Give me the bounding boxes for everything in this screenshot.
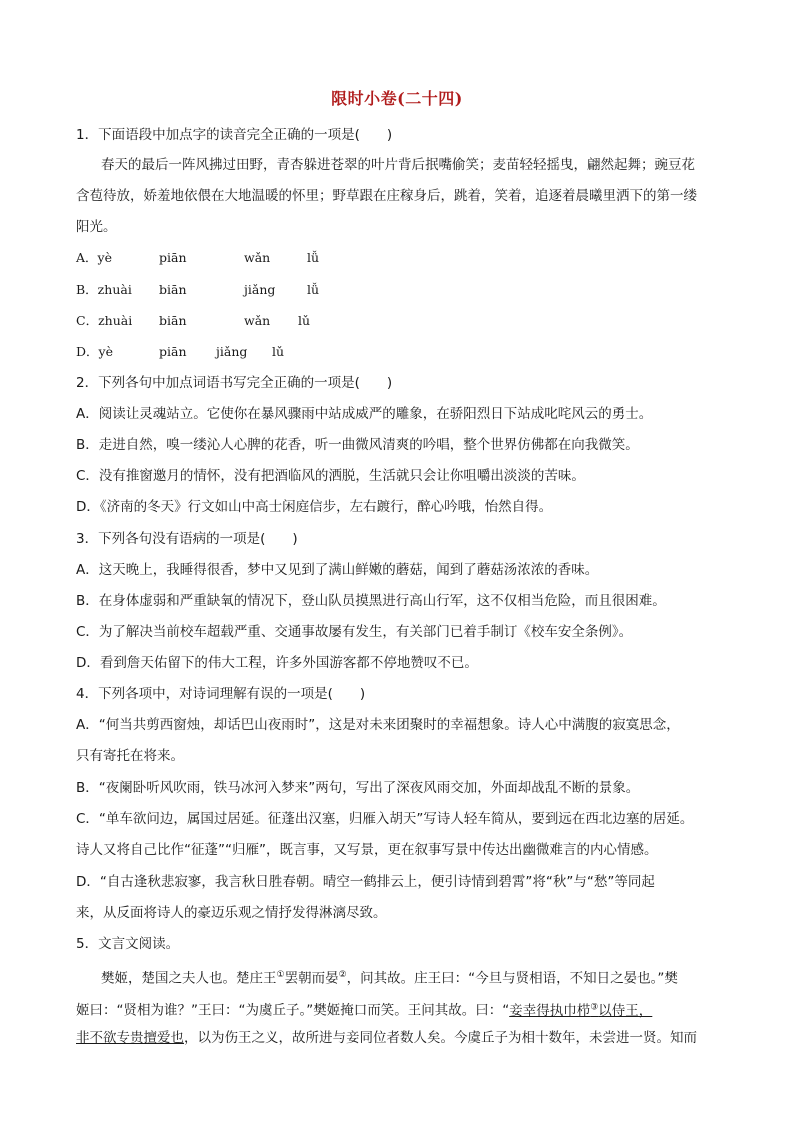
underlined-text: 非不欲专贵擅爱也	[76, 1030, 184, 1046]
question-2-option-a: A．阅读让灵魂站立。它使你在暴风骤雨中站成威严的雕象，在骄阳烈日下站成叱咤风云的勇士。	[76, 406, 653, 422]
option-pinyin: lǔ	[298, 313, 311, 328]
question-1-passage-line: 春天的最后一阵风拂过田野，青杏躲进苍翠的叶片背后抿嘴偷笑；麦苗轻轻摇曳，翩然起舞；豌豆花	[101, 157, 695, 173]
question-1-passage-line: 阳光。	[76, 219, 117, 235]
passage-text: ，问其故。庄王曰：“今旦与贤相语，不知日之晏也。”樊	[346, 970, 678, 987]
question-4-option-d: D．“自古逢秋悲寂寥，我言秋日胜春朝。晴空一鹤排云上，便引诗情到碧霄”将“秋”与“愁”等同起	[76, 874, 655, 890]
option-label: B．zhuài	[76, 282, 132, 297]
passage-text: 罢朝而晏	[284, 970, 339, 987]
question-4-option-c-cont: 诗人又将自己比作“征蓬”“归雁”，既言事，又写景，更在叙事写景中传达出幽微难言的内心情感。	[76, 842, 658, 858]
question-5-stem: 5．文言文阅读。	[76, 936, 180, 952]
question-1-stem: 1．下面语段中加点字的读音完全正确的一项是( )	[76, 127, 393, 143]
question-5-passage-line	[76, 1029, 697, 1047]
question-1-passage-line: 含苞待放，娇羞地依偎在大地温暖的怀里；野草跟在庄稼身后，跳着，笑着，追逐着晨曦里洒下的第一缕	[76, 188, 697, 204]
option-label: C．zhuài	[76, 313, 133, 328]
question-2-stem: 2．下列各句中加点词语书写完全正确的一项是( )	[76, 375, 393, 391]
option-pinyin: wǎn	[244, 250, 271, 265]
question-4-option-a: A．“何当共剪西窗烛，却话巴山夜雨时”，这是对未来团聚时的幸福想象。诗人心中满腹的寂寞思念，	[76, 717, 680, 733]
question-4-option-a-cont: 只有寄托在将来。	[76, 748, 184, 764]
option-pinyin: biān	[159, 282, 187, 297]
question-4-stem: 4．下列各项中，对诗词理解有误的一项是( )	[76, 686, 366, 702]
option-pinyin: lǔ	[272, 344, 285, 359]
passage-text: 樊姬，楚国之夫人也。楚庄王	[101, 970, 277, 987]
option-pinyin: piān	[159, 344, 187, 359]
question-2-option-d: D．《济南的冬天》行文如山中高士闲庭信步，左右踱行，醉心吟哦，怡然自得。	[76, 499, 553, 515]
question-4-option-b: B．“夜阑卧听风吹雨，铁马冰河入梦来”两句，写出了深夜风雨交加，外面却战乱不断的景象。	[76, 780, 640, 796]
option-pinyin: lǚ	[307, 250, 320, 265]
question-2-option-b: B．走进自然，嗅一缕沁人心脾的花香，听一曲微风清爽的吟唱，整个世界仿佛都在向我微笑。	[76, 437, 639, 453]
underlined-text	[509, 1003, 652, 1019]
option-pinyin: lǚ	[307, 282, 320, 297]
question-5-passage-line	[76, 998, 652, 1020]
passage-text: 以侍王，	[598, 1002, 653, 1019]
question-3-option-d: D．看到詹天佑留下的伟大工程，许多外国游客都不停地赞叹不已。	[76, 655, 478, 671]
page-title: 限时小卷(二十四)	[331, 89, 463, 108]
option-pinyin: wǎn	[244, 313, 271, 328]
question-2-option-c: C．没有推窗邀月的情怀，没有把酒临风的洒脱，生活就只会让你咀嚼出淡淡的苦味。	[76, 468, 585, 484]
footnote-marker: ③	[590, 1002, 599, 1012]
question-4-option-c: C．“单车欲问边，属国过居延。征蓬出汉塞，归雁入胡天”写诗人轻车简从，要到远在西北边塞的居延。	[76, 811, 694, 827]
question-3-option-b: B．在身体虚弱和严重缺氧的情况下，登山队员摸黑进行高山行军，这不仅相当危险，而且很困难。	[76, 593, 666, 609]
option-pinyin: jiǎng	[216, 344, 248, 359]
question-3-option-a: A．这天晚上，我睡得很香，梦中又见到了满山鲜嫩的蘑菇，闻到了蘑菇汤浓浓的香味。	[76, 562, 599, 578]
question-3-stem: 3．下列各句没有语病的一项是( )	[76, 531, 298, 547]
option-label: D．yè	[76, 344, 113, 359]
footnote-marker: ①	[276, 970, 285, 980]
passage-text: 妾幸得执巾栉	[509, 1002, 591, 1019]
question-3-option-c: C．为了解决当前校车超载严重、交通事故屡有发生，有关部门已着手制订《校车安全条例》。	[76, 624, 633, 640]
option-pinyin: jiǎng	[244, 282, 276, 297]
option-pinyin: biān	[159, 313, 187, 328]
passage-text: 姬曰：“贤相为谁？”王曰：“为虞丘子。”樊姬掩口而笑。王问其故。曰：“	[76, 1002, 510, 1019]
question-4-option-d-cont: 来，从反面将诗人的豪迈乐观之情抒发得淋漓尽致。	[76, 905, 387, 921]
footnote-marker: ②	[338, 970, 347, 980]
passage-text: ，以为伤王之义，故所进与妾同位者数人矣。今虞丘子为相十数年，未尝进一贤。知而	[184, 1030, 697, 1046]
question-5-passage-line	[101, 966, 678, 988]
option-label: A．yè	[76, 250, 112, 265]
option-pinyin: piān	[159, 250, 187, 265]
